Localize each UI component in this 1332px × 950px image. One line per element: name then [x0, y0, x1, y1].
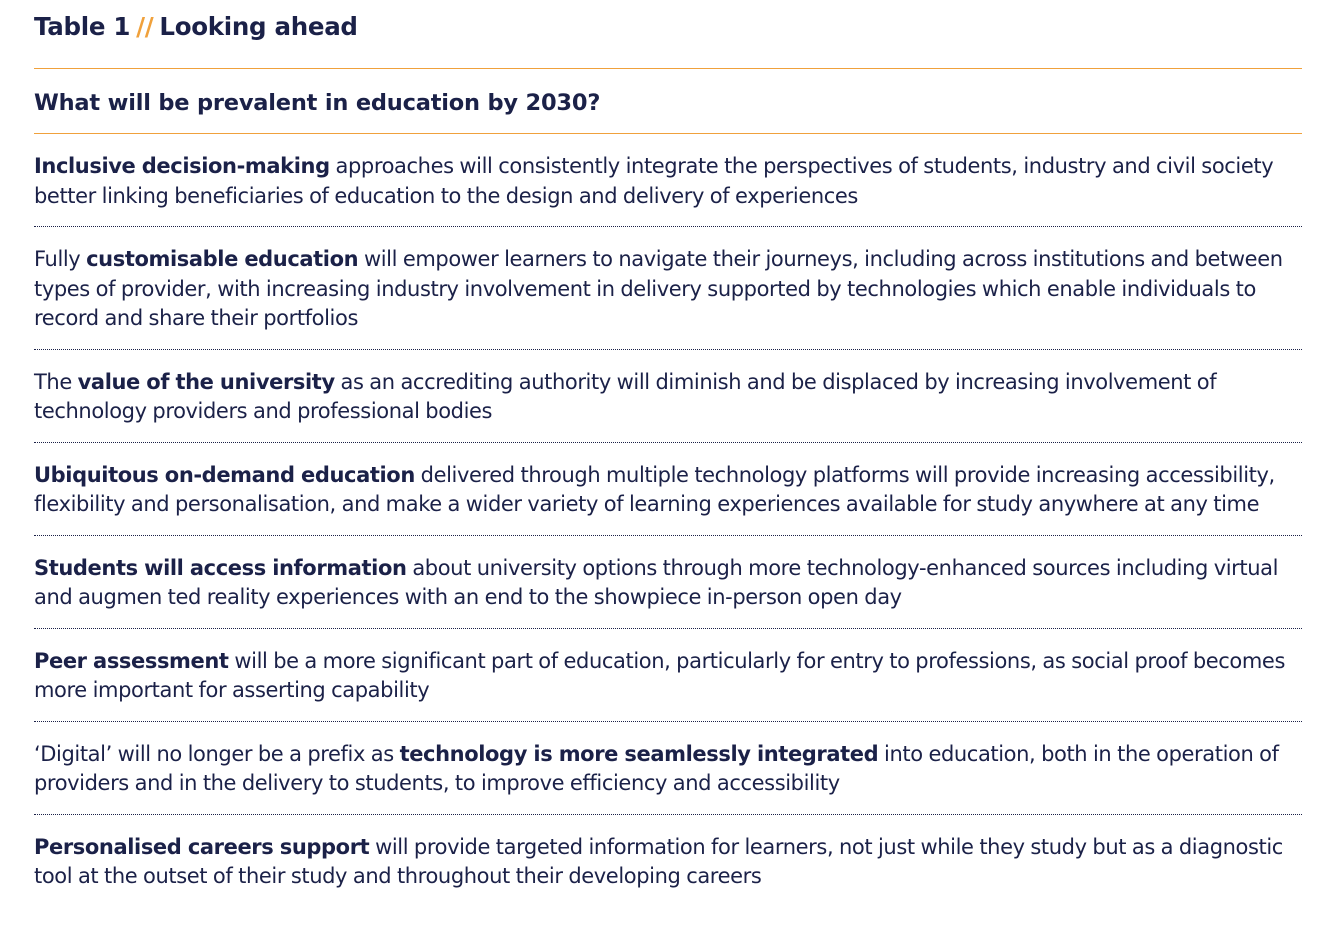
row-text	[34, 554, 1302, 613]
row-text-bold: Inclusive decision-making	[34, 154, 330, 178]
table-row	[34, 815, 1302, 907]
row-text	[34, 833, 1302, 892]
table-row	[34, 629, 1302, 722]
prediction-list	[34, 134, 1302, 907]
row-text-pre: ‘Digital’ will no longer be a prefix as	[34, 741, 400, 766]
table-label: Table 1	[34, 12, 131, 41]
row-text	[34, 368, 1302, 427]
row-text-post: approaches will consistently integrate the perspectives of students, industry and civil society better linking beneficiaries of education to the design and delivery of experiences	[34, 154, 1274, 208]
row-text-post: will empower learners to navigate their journeys, including across institutions and between types of provider, with increasing industry involvement in delivery supported by technologies which enable individuals to record and share their portfolios	[34, 247, 1283, 330]
row-text	[34, 461, 1302, 520]
row-text	[34, 152, 1302, 211]
title-separator: //	[136, 12, 154, 41]
row-text-post: will be a more significant part of education, particularly for entry to professions, as social proof becomes more important for asserting capability	[34, 648, 1285, 702]
row-text-post: will provide targeted information for learners, not just while they study but as a diagnostic tool at the outset of their study and throughout their developing careers	[34, 834, 1283, 888]
row-text-bold: Peer assessment	[34, 648, 229, 673]
row-text-bold: Ubiquitous on-demand education	[34, 462, 415, 487]
row-text-pre: Fully	[34, 247, 87, 271]
row-text-post: as an accrediting authority will diminish and be displaced by increasing involvement of technology providers and professional bodies	[34, 369, 1217, 423]
table-row	[34, 536, 1302, 629]
table-row	[34, 350, 1302, 443]
table-row	[34, 134, 1302, 227]
row-text	[34, 245, 1302, 334]
row-text-post: about university options through more technology-enhanced sources including virtual and augmen ted reality experiences with an end to the showpiece in-person open day	[34, 555, 1279, 609]
top-divider	[34, 68, 1302, 69]
row-text-bold: technology is more seamlessly integrated	[399, 741, 879, 766]
row-text-pre: The	[34, 369, 78, 394]
table-row	[34, 443, 1302, 536]
table-title	[34, 10, 358, 44]
row-text-bold: customisable education	[86, 247, 359, 271]
row-text	[34, 647, 1302, 706]
table-row	[34, 722, 1302, 815]
row-text-bold: value of the university	[77, 369, 335, 394]
table-heading: Looking ahead	[159, 12, 358, 41]
row-text-post: delivered through multiple technology platforms will provide increasing accessibility, flexibility and personalisation, and make a wider variety of learning experiences available for study anywhere at any time	[34, 462, 1275, 516]
table-row	[34, 227, 1302, 350]
row-text-bold: Students will access information	[34, 555, 407, 580]
row-text	[34, 740, 1302, 799]
row-text-post: into education, both in the operation of providers and in the delivery to students, to improve efficiency and accessibility	[34, 741, 1279, 795]
row-text-bold: Personalised careers support	[34, 834, 370, 859]
table-question: What will be prevalent in education by 2030?	[34, 90, 601, 116]
